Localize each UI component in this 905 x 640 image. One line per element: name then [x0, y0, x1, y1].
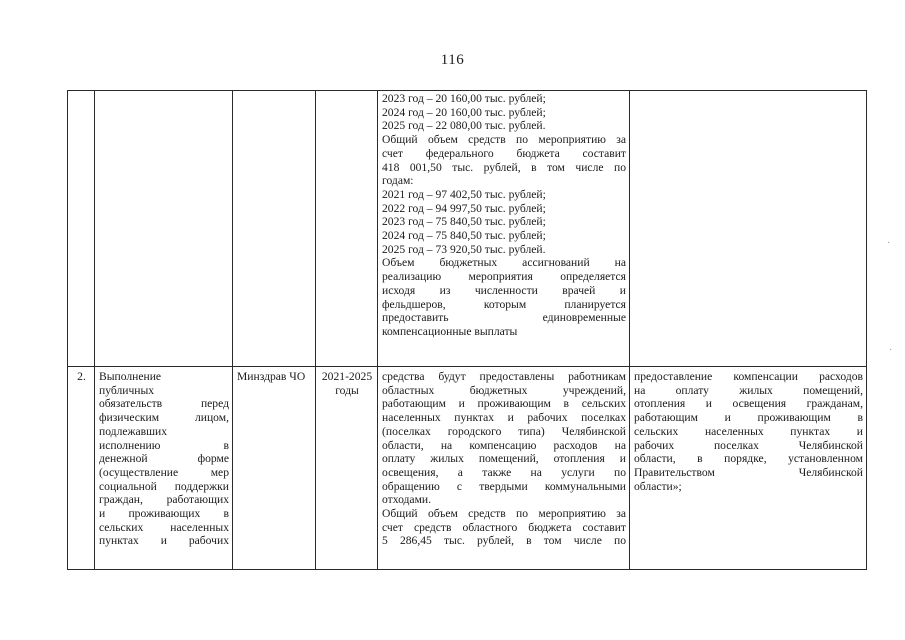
text-line: пунктах и рабочих: [99, 534, 229, 548]
text-line: предоставить единовременные: [382, 311, 626, 325]
text-line: Общий объем средств по мероприятию за: [382, 133, 626, 147]
text-line: компенсационные выплаты: [382, 324, 518, 338]
text-line: на оплату жилых помещений,: [634, 383, 863, 397]
text-line: исполнению в: [99, 438, 229, 452]
text-line: фельдшеров, которым планируется: [382, 297, 626, 311]
row2-period-cell: [316, 367, 378, 570]
text-line: 2021 год – 97 402,50 тыс. рублей;: [382, 187, 546, 201]
text-line: Правительством Челябинской: [634, 465, 863, 479]
text-line: сельских населенных пунктах и: [634, 424, 863, 438]
text-line: работающим и проживающим в: [634, 411, 863, 425]
scan-speck: ·: [889, 345, 893, 356]
row1-name-cell: [95, 91, 233, 367]
row1-period-cell: [316, 91, 378, 367]
text-line: 2024 год – 20 160,00 тыс. рублей;: [382, 105, 546, 119]
row1-number-cell: [68, 91, 95, 367]
text-line: населенных пунктах и рабочих поселках: [382, 411, 626, 425]
program-table: [67, 90, 867, 570]
period-label: годы: [335, 383, 359, 397]
text-line: 2025 год – 73 920,50 тыс. рублей.: [382, 242, 546, 256]
row2-result-cell: [630, 367, 867, 570]
period-years: 2021-2025: [321, 370, 373, 383]
page-number: 116: [440, 52, 465, 68]
row2-description-cell: [378, 367, 630, 570]
text-line: денежной форме: [99, 452, 229, 466]
text-line: отходами.: [382, 493, 432, 507]
text-line: 2024 год – 75 840,50 тыс. рублей;: [382, 229, 546, 243]
executor: Минздрав ЧО: [237, 370, 306, 383]
text-line: счет федерального бюджета составит: [382, 146, 626, 160]
text-line: 418 001,50 тыс. рублей, в том числе по: [382, 160, 626, 174]
text-line: исходя из численности врачей и: [382, 283, 626, 297]
text-line: (осуществление мер: [99, 465, 229, 479]
text-line: оплату жилых помещений, отопления и: [382, 452, 626, 466]
text-line: отопления и освещения гражданам,: [634, 397, 863, 411]
text-line: реализацию мероприятия определяется: [382, 270, 626, 284]
table-row: [68, 91, 867, 367]
text-line: области, на компенсацию расходов на: [382, 438, 626, 452]
text-line: подлежавших: [99, 424, 168, 438]
text-line: социальной поддержки: [99, 479, 229, 493]
text-line: обращению с твердыми коммунальными: [382, 479, 626, 493]
table-row: [68, 367, 867, 570]
text-line: освещения, а также на услуги по: [382, 465, 626, 479]
row2-name-cell: [95, 367, 233, 570]
text-line: счет средств областного бюджета составит: [382, 520, 626, 534]
scan-speck: ·: [887, 238, 891, 249]
text-line: предоставление компенсации расходов: [634, 370, 863, 383]
text-line: средства будут предоставлены работникам: [382, 370, 626, 383]
text-line: сельских населенных: [99, 520, 229, 534]
row1-executor-cell: [233, 91, 316, 367]
text-line: областных бюджетных учреждений,: [382, 383, 626, 397]
row2-number-cell: [68, 367, 95, 570]
text-line: 2022 год – 94 997,50 тыс. рублей;: [382, 201, 546, 215]
text-line: обязательств перед: [99, 397, 229, 411]
text-line: 2023 год – 75 840,50 тыс. рублей;: [382, 215, 546, 229]
text-line: 5 286,45 тыс. рублей, в том числе по: [382, 534, 626, 548]
text-line: 2025 год – 22 080,00 тыс. рублей.: [382, 119, 546, 133]
row-number: 2.: [77, 370, 86, 383]
text-line: Выполнение: [99, 370, 162, 383]
text-line: рабочих поселках Челябинской: [634, 438, 863, 452]
text-line: области, в порядке, установленном: [634, 452, 863, 466]
text-line: Общий объем средств по мероприятию за: [382, 507, 626, 521]
text-line: публичных: [99, 383, 155, 397]
text-line: Объем бюджетных ассигнований на: [382, 256, 626, 270]
text-line: (поселках городского типа) Челябинской: [382, 424, 626, 438]
text-line: годам:: [382, 174, 414, 188]
text-line: физическим лицом,: [99, 411, 229, 425]
text-line: области»;: [634, 479, 682, 493]
row1-description-cell: [378, 91, 630, 367]
text-line: граждан, работающих: [99, 493, 229, 507]
text-line: работающим и проживающим в сельских: [382, 397, 626, 411]
row2-executor-cell: [233, 367, 316, 570]
row1-result-cell: [630, 91, 867, 367]
text-line: 2023 год – 20 160,00 тыс. рублей;: [382, 92, 546, 105]
text-line: и проживающих в: [99, 507, 229, 521]
